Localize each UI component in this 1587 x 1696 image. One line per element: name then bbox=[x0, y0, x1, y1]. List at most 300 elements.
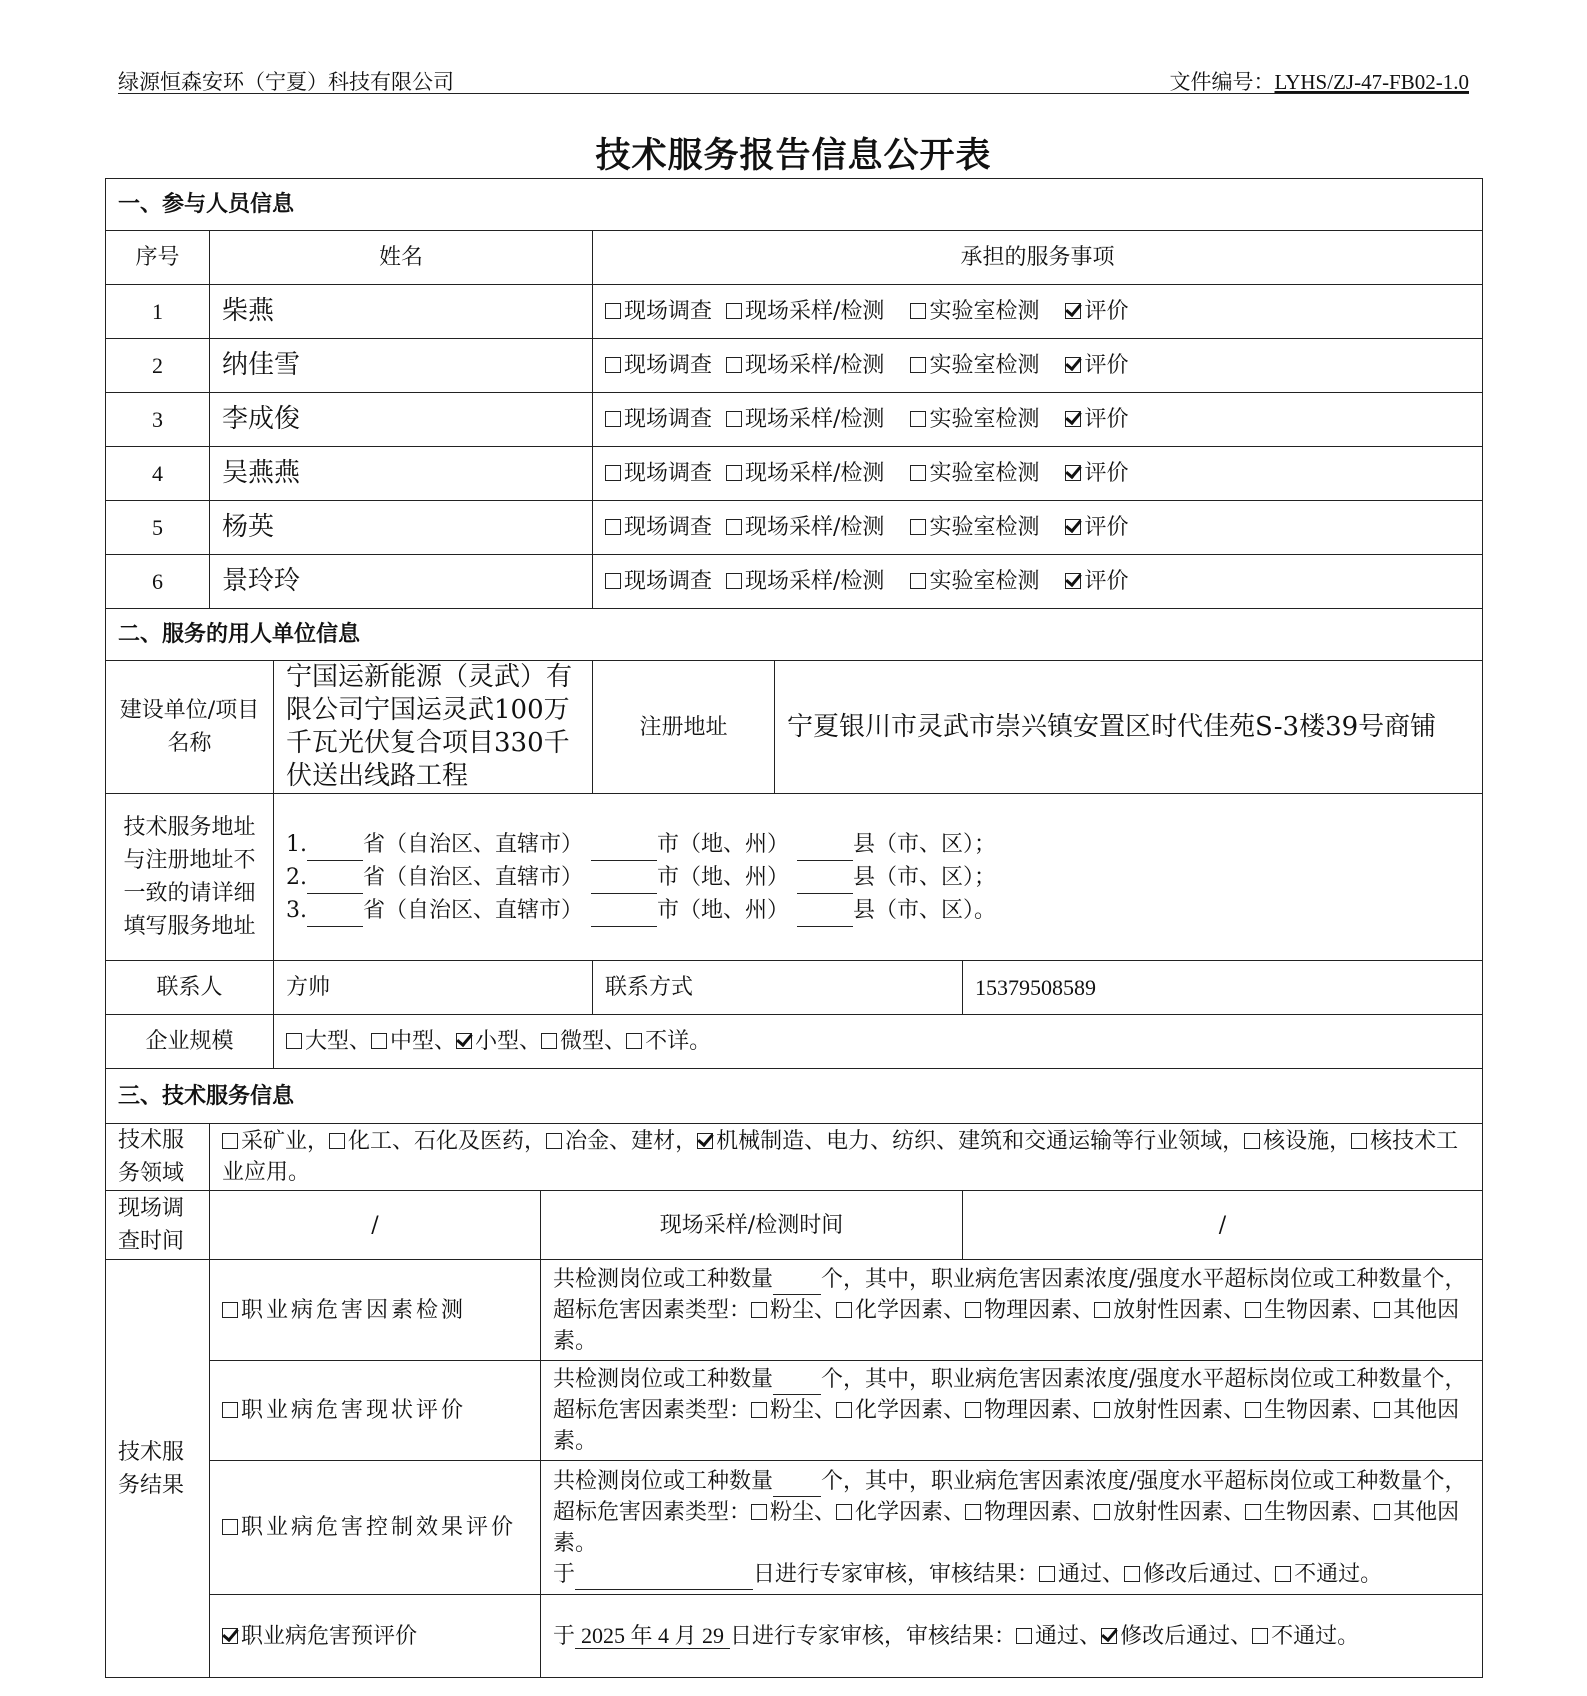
service-option-label: 现场采样/检测 bbox=[745, 461, 885, 486]
person-no: 6 bbox=[106, 555, 210, 609]
result-row bbox=[106, 1595, 1483, 1678]
separator: 、 bbox=[1352, 1297, 1375, 1323]
service-option-label: 现场调查 bbox=[624, 353, 713, 378]
count-blank[interactable] bbox=[773, 1370, 821, 1395]
service-option-label: 现场采样/检测 bbox=[745, 515, 885, 540]
separator: 。 bbox=[288, 1160, 311, 1185]
result-type-option[interactable] bbox=[222, 1398, 466, 1423]
checked-box-icon[interactable] bbox=[456, 1033, 472, 1049]
service-option[interactable] bbox=[910, 353, 1039, 378]
factor-label: 物理因素 bbox=[984, 1398, 1073, 1423]
service-option-label: 评价 bbox=[1084, 407, 1129, 432]
factor-option[interactable] bbox=[836, 1298, 965, 1323]
person-services bbox=[593, 339, 1483, 393]
addr-line bbox=[286, 894, 1470, 927]
col-header-no: 序号 bbox=[106, 231, 210, 285]
empty-box-icon[interactable] bbox=[1351, 1133, 1367, 1149]
col-header-name: 姓名 bbox=[210, 231, 593, 285]
empty-box-icon[interactable] bbox=[546, 1133, 562, 1149]
factor-label: 粉尘 bbox=[770, 1297, 815, 1323]
empty-box-icon[interactable] bbox=[1252, 1628, 1268, 1644]
review-option-label: 不通过 bbox=[1271, 1624, 1338, 1649]
service-option-label: 现场调查 bbox=[624, 407, 713, 432]
province-blank[interactable] bbox=[307, 902, 363, 927]
review-prefix: 于 bbox=[553, 1561, 576, 1587]
empty-box-icon[interactable] bbox=[1245, 1504, 1261, 1520]
service-option-label: 实验室检测 bbox=[929, 515, 1040, 540]
result-row bbox=[106, 1461, 1483, 1595]
county-blank[interactable] bbox=[797, 902, 853, 927]
contact-value: 方帅 bbox=[274, 961, 593, 1015]
service-option[interactable] bbox=[1065, 569, 1128, 594]
empty-box-icon[interactable] bbox=[1374, 1504, 1390, 1520]
result-detail bbox=[541, 1595, 1483, 1678]
scale-option-label: 小型 bbox=[475, 1029, 520, 1054]
empty-box-icon[interactable] bbox=[605, 411, 621, 427]
type-prefix: 个，超标危害因素类型： bbox=[553, 1367, 1467, 1423]
service-option[interactable] bbox=[726, 461, 884, 486]
company-name: 绿源恒森安环（宁夏）科技有限公司 bbox=[118, 70, 454, 94]
count-blank[interactable] bbox=[773, 1472, 821, 1497]
person-row bbox=[106, 447, 1483, 501]
scale-option[interactable] bbox=[456, 1029, 541, 1054]
service-option-label: 实验室检测 bbox=[929, 569, 1040, 594]
separator: 。 bbox=[575, 1530, 598, 1556]
unit-value: 宁国运新能源（灵武）有限公司宁国运灵武100万千瓦光伏复合项目330千伏送出线路工程 bbox=[274, 661, 593, 794]
review-option-label: 修改后通过 bbox=[1120, 1624, 1231, 1649]
city-suffix: 市（地、州） bbox=[657, 897, 790, 923]
service-option[interactable] bbox=[726, 569, 884, 594]
col-header-service: 承担的服务事项 bbox=[593, 231, 1483, 285]
separator: 、 bbox=[1079, 1624, 1102, 1649]
empty-box-icon[interactable] bbox=[605, 573, 621, 589]
separator: 、 bbox=[1072, 1398, 1095, 1423]
separator: ， bbox=[524, 1129, 547, 1154]
result-type-option[interactable] bbox=[222, 1515, 516, 1540]
factor-option[interactable] bbox=[751, 1500, 836, 1525]
empty-box-icon[interactable] bbox=[751, 1402, 767, 1418]
separator: 、 bbox=[1072, 1499, 1095, 1525]
checked-box-icon[interactable] bbox=[1065, 303, 1081, 319]
separator: 、 bbox=[349, 1029, 372, 1054]
service-option[interactable] bbox=[605, 407, 712, 432]
factor-option[interactable] bbox=[965, 1500, 1094, 1525]
separator: 、 bbox=[1223, 1499, 1246, 1525]
separator: 、 bbox=[814, 1499, 837, 1525]
field-options bbox=[210, 1124, 1483, 1191]
service-option-label: 现场采样/检测 bbox=[745, 299, 885, 324]
checked-box-icon[interactable] bbox=[1065, 573, 1081, 589]
service-option[interactable] bbox=[910, 299, 1039, 324]
separator: 。 bbox=[1337, 1624, 1360, 1649]
count-suffix: 个，其中，职业病危害因素浓度/强度水平超标岗位或工种数量 bbox=[821, 1266, 1423, 1292]
factor-label: 其他因素 bbox=[553, 1499, 1460, 1556]
unit-label: 建设单位/项目名称 bbox=[106, 661, 274, 794]
factor-label: 其他因素 bbox=[553, 1398, 1460, 1454]
service-option-label: 评价 bbox=[1084, 515, 1129, 540]
empty-box-icon[interactable] bbox=[726, 303, 742, 319]
empty-box-icon[interactable] bbox=[222, 1402, 238, 1418]
empty-box-icon[interactable] bbox=[1245, 1302, 1261, 1318]
count-prefix: 共检测岗位或工种数量 bbox=[553, 1468, 774, 1494]
scale-option-label: 大型 bbox=[305, 1029, 350, 1054]
survey-time-value: / bbox=[210, 1191, 541, 1260]
factor-label: 粉尘 bbox=[770, 1398, 815, 1423]
field-option[interactable] bbox=[222, 1129, 329, 1154]
factor-option[interactable] bbox=[751, 1398, 836, 1423]
empty-box-icon[interactable] bbox=[371, 1033, 387, 1049]
person-services bbox=[593, 447, 1483, 501]
person-services bbox=[593, 393, 1483, 447]
empty-box-icon[interactable] bbox=[836, 1504, 852, 1520]
factor-label: 化学因素 bbox=[855, 1297, 944, 1323]
result-label: 技术服务结果 bbox=[106, 1260, 210, 1678]
empty-box-icon[interactable] bbox=[605, 465, 621, 481]
person-no: 3 bbox=[106, 393, 210, 447]
service-addr-lines bbox=[274, 794, 1483, 961]
header-divider bbox=[118, 93, 1469, 94]
review-line bbox=[553, 1559, 1470, 1590]
info-table bbox=[105, 178, 1483, 1678]
empty-box-icon[interactable] bbox=[910, 411, 926, 427]
scale-option[interactable] bbox=[541, 1029, 626, 1054]
service-option[interactable] bbox=[726, 407, 884, 432]
factor-label: 物理因素 bbox=[984, 1297, 1073, 1323]
review-option[interactable] bbox=[1275, 1562, 1382, 1587]
scale-option[interactable] bbox=[371, 1029, 456, 1054]
person-services bbox=[593, 285, 1483, 339]
separator: 、 bbox=[943, 1499, 966, 1525]
section3-title: 三、技术服务信息 bbox=[106, 1069, 1483, 1124]
service-option[interactable] bbox=[910, 461, 1039, 486]
empty-box-icon[interactable] bbox=[965, 1302, 981, 1318]
review-line bbox=[553, 1620, 1470, 1652]
empty-box-icon[interactable] bbox=[910, 573, 926, 589]
service-option-label: 评价 bbox=[1084, 299, 1129, 324]
separator: 、 bbox=[1223, 1297, 1246, 1323]
empty-box-icon[interactable] bbox=[965, 1402, 981, 1418]
service-option[interactable] bbox=[910, 407, 1039, 432]
service-option[interactable] bbox=[605, 461, 712, 486]
contact-label: 联系人 bbox=[106, 961, 274, 1015]
separator: 、 bbox=[434, 1029, 457, 1054]
factor-option[interactable] bbox=[1094, 1398, 1245, 1423]
result-type-label: 职业病危害因素检测 bbox=[241, 1297, 467, 1323]
city-blank[interactable] bbox=[591, 836, 657, 861]
empty-box-icon[interactable] bbox=[726, 411, 742, 427]
addr-prefix: 3. bbox=[286, 897, 307, 923]
person-no: 2 bbox=[106, 339, 210, 393]
field-option-label: 采矿业 bbox=[241, 1129, 308, 1154]
empty-box-icon[interactable] bbox=[1275, 1566, 1291, 1582]
review-option[interactable] bbox=[1016, 1624, 1101, 1649]
empty-box-icon[interactable] bbox=[1039, 1566, 1055, 1582]
field-option[interactable] bbox=[1244, 1129, 1351, 1154]
addr-prefix: 2. bbox=[286, 864, 307, 890]
review-suffix: 日进行专家审核，审核结果： bbox=[753, 1561, 1040, 1587]
field-option-label: 核设施 bbox=[1263, 1129, 1330, 1154]
empty-box-icon[interactable] bbox=[222, 1519, 238, 1535]
count-prefix: 共检测岗位或工种数量 bbox=[553, 1266, 774, 1292]
separator: 、 bbox=[1230, 1624, 1253, 1649]
separator: 。 bbox=[575, 1429, 598, 1454]
count-suffix: 个，其中，职业病危害因素浓度/强度水平超标岗位或工种数量 bbox=[821, 1468, 1423, 1494]
province-suffix: 省（自治区、直辖市） bbox=[363, 897, 584, 923]
sampling-time-value: / bbox=[963, 1191, 1483, 1260]
empty-box-icon[interactable] bbox=[726, 465, 742, 481]
review-option[interactable] bbox=[1039, 1562, 1124, 1587]
person-name: 纳佳雪 bbox=[210, 339, 593, 393]
service-option[interactable] bbox=[1065, 461, 1128, 486]
province-suffix: 省（自治区、直辖市） bbox=[363, 831, 584, 857]
section1-title: 一、参与人员信息 bbox=[106, 179, 1483, 231]
empty-box-icon[interactable] bbox=[726, 573, 742, 589]
field-option[interactable] bbox=[546, 1129, 697, 1154]
separator: 、 bbox=[1223, 1398, 1246, 1423]
service-option[interactable] bbox=[1065, 299, 1128, 324]
service-option[interactable] bbox=[605, 569, 712, 594]
empty-box-icon[interactable] bbox=[910, 303, 926, 319]
separator: 。 bbox=[689, 1029, 712, 1054]
separator: 、 bbox=[1102, 1561, 1125, 1587]
empty-box-icon[interactable] bbox=[329, 1133, 345, 1149]
person-name: 李成俊 bbox=[210, 393, 593, 447]
factor-label: 生物因素 bbox=[1264, 1398, 1353, 1423]
person-row bbox=[106, 501, 1483, 555]
empty-box-icon[interactable] bbox=[605, 303, 621, 319]
service-option[interactable] bbox=[1065, 515, 1128, 540]
empty-box-icon[interactable] bbox=[1094, 1504, 1110, 1520]
factor-option[interactable] bbox=[965, 1298, 1094, 1323]
factor-label: 放射性因素 bbox=[1113, 1297, 1224, 1323]
review-option-label: 通过 bbox=[1058, 1561, 1103, 1587]
review-option-label: 修改后通过 bbox=[1143, 1561, 1254, 1587]
result-type-label: 职业病危害现状评价 bbox=[241, 1398, 467, 1423]
scale-options bbox=[274, 1015, 1483, 1069]
empty-box-icon[interactable] bbox=[1094, 1302, 1110, 1318]
separator: ， bbox=[1222, 1129, 1245, 1154]
separator: 、 bbox=[604, 1029, 627, 1054]
empty-box-icon[interactable] bbox=[1245, 1402, 1261, 1418]
scale-option-label: 不详 bbox=[645, 1029, 690, 1054]
empty-box-icon[interactable] bbox=[222, 1302, 238, 1318]
city-blank[interactable] bbox=[591, 869, 657, 894]
checked-box-icon[interactable] bbox=[1065, 465, 1081, 481]
review-date-blank[interactable] bbox=[575, 1565, 753, 1590]
survey-time-label: 现场调查时间 bbox=[106, 1191, 210, 1260]
count-suffix: 个，其中，职业病危害因素浓度/强度水平超标岗位或工种数量 bbox=[821, 1367, 1423, 1392]
empty-box-icon[interactable] bbox=[1374, 1302, 1390, 1318]
service-option-label: 现场调查 bbox=[624, 299, 713, 324]
empty-box-icon[interactable] bbox=[1374, 1402, 1390, 1418]
result-type-label: 职业病危害预评价 bbox=[241, 1623, 418, 1649]
checked-box-icon[interactable] bbox=[222, 1628, 238, 1644]
factor-option[interactable] bbox=[1245, 1298, 1374, 1323]
empty-box-icon[interactable] bbox=[541, 1033, 557, 1049]
result-type bbox=[210, 1260, 541, 1361]
person-row bbox=[106, 555, 1483, 609]
empty-box-icon[interactable] bbox=[286, 1033, 302, 1049]
city-blank[interactable] bbox=[591, 902, 657, 927]
factor-option[interactable] bbox=[836, 1398, 965, 1423]
empty-box-icon[interactable] bbox=[836, 1402, 852, 1418]
separator: 、 bbox=[519, 1029, 542, 1054]
separator: 。 bbox=[575, 1328, 598, 1354]
separator: 、 bbox=[814, 1398, 837, 1423]
scale-option[interactable] bbox=[286, 1029, 371, 1054]
service-option[interactable] bbox=[910, 569, 1039, 594]
empty-box-icon[interactable] bbox=[910, 357, 926, 373]
service-option-label: 实验室检测 bbox=[929, 461, 1040, 486]
person-name: 景玲玲 bbox=[210, 555, 593, 609]
factor-option[interactable] bbox=[836, 1500, 965, 1525]
scale-option-label: 中型 bbox=[390, 1029, 435, 1054]
factor-label: 生物因素 bbox=[1264, 1499, 1353, 1525]
empty-box-icon[interactable] bbox=[222, 1133, 238, 1149]
service-option[interactable] bbox=[910, 515, 1039, 540]
city-suffix: 市（地、州） bbox=[657, 831, 790, 857]
person-name: 吴燕燕 bbox=[210, 447, 593, 501]
empty-box-icon[interactable] bbox=[605, 357, 621, 373]
result-type-option[interactable] bbox=[222, 1624, 417, 1649]
review-option-label: 通过 bbox=[1035, 1624, 1080, 1649]
type-prefix: 个，超标危害因素类型： bbox=[553, 1468, 1467, 1525]
document-number bbox=[1170, 66, 1470, 96]
factor-label: 化学因素 bbox=[855, 1398, 944, 1423]
factor-option[interactable] bbox=[965, 1398, 1094, 1423]
scale-label: 企业规模 bbox=[106, 1015, 274, 1069]
person-name: 柴燕 bbox=[210, 285, 593, 339]
service-option-label: 现场采样/检测 bbox=[745, 569, 885, 594]
service-option-label: 现场调查 bbox=[624, 461, 713, 486]
county-suffix: 县（市、区）。 bbox=[853, 897, 997, 923]
field-option-label: 化工、石化及医药 bbox=[348, 1129, 525, 1154]
count-blank[interactable] bbox=[773, 1270, 821, 1295]
service-option-label: 实验室检测 bbox=[929, 407, 1040, 432]
service-option[interactable] bbox=[1065, 353, 1128, 378]
separator: 。 bbox=[1360, 1561, 1383, 1587]
factor-option[interactable] bbox=[1094, 1298, 1245, 1323]
empty-box-icon[interactable] bbox=[910, 465, 926, 481]
service-option[interactable] bbox=[1065, 407, 1128, 432]
county-blank[interactable] bbox=[797, 869, 853, 894]
empty-box-icon[interactable] bbox=[726, 357, 742, 373]
person-no: 4 bbox=[106, 447, 210, 501]
result-row bbox=[106, 1260, 1483, 1361]
empty-box-icon[interactable] bbox=[1016, 1628, 1032, 1644]
review-option[interactable] bbox=[1101, 1624, 1252, 1649]
empty-box-icon[interactable] bbox=[965, 1504, 981, 1520]
factor-option[interactable] bbox=[751, 1298, 836, 1323]
field-option-label: 机械制造、电力、纺织、建筑和交通运输等行业领域 bbox=[716, 1129, 1223, 1154]
person-row bbox=[106, 285, 1483, 339]
checked-box-icon[interactable] bbox=[1065, 357, 1081, 373]
result-type-option[interactable] bbox=[222, 1298, 466, 1323]
person-name: 杨英 bbox=[210, 501, 593, 555]
factor-label: 其他因素 bbox=[553, 1297, 1460, 1354]
person-row bbox=[106, 339, 1483, 393]
review-date[interactable]: 2025 年 4 月 29 bbox=[575, 1623, 730, 1649]
separator: 、 bbox=[1072, 1297, 1095, 1323]
result-type bbox=[210, 1361, 541, 1461]
scale-option-label: 微型 bbox=[560, 1029, 605, 1054]
service-option-label: 评价 bbox=[1084, 569, 1129, 594]
service-option[interactable] bbox=[726, 299, 884, 324]
factor-label: 粉尘 bbox=[770, 1499, 815, 1525]
empty-box-icon[interactable] bbox=[751, 1302, 767, 1318]
scale-option[interactable] bbox=[626, 1029, 711, 1054]
result-detail bbox=[541, 1361, 1483, 1461]
empty-box-icon[interactable] bbox=[836, 1302, 852, 1318]
province-blank[interactable] bbox=[307, 869, 363, 894]
empty-box-icon[interactable] bbox=[1094, 1402, 1110, 1418]
county-blank[interactable] bbox=[797, 836, 853, 861]
person-services bbox=[593, 555, 1483, 609]
province-suffix: 省（自治区、直辖市） bbox=[363, 864, 584, 890]
field-option-label: 核技术工业应用 bbox=[222, 1129, 1459, 1185]
factor-label: 放射性因素 bbox=[1113, 1398, 1224, 1423]
separator: 、 bbox=[814, 1297, 837, 1323]
service-option-label: 评价 bbox=[1084, 461, 1129, 486]
service-option-label: 现场采样/检测 bbox=[745, 353, 885, 378]
doc-no-value: LYHS/ZJ-47-FB02-1.0 bbox=[1274, 70, 1469, 94]
person-services bbox=[593, 501, 1483, 555]
empty-box-icon[interactable] bbox=[1124, 1566, 1140, 1582]
doc-no-label: 文件编号： bbox=[1169, 70, 1275, 94]
empty-box-icon[interactable] bbox=[910, 519, 926, 535]
province-blank[interactable] bbox=[307, 836, 363, 861]
result-row bbox=[106, 1361, 1483, 1461]
empty-box-icon[interactable] bbox=[751, 1504, 767, 1520]
checked-box-icon[interactable] bbox=[1065, 411, 1081, 427]
review-prefix: 于 bbox=[553, 1624, 576, 1649]
field-option[interactable] bbox=[697, 1129, 1244, 1154]
checked-box-icon[interactable] bbox=[697, 1133, 713, 1149]
empty-box-icon[interactable] bbox=[605, 519, 621, 535]
review-suffix: 日进行专家审核，审核结果： bbox=[730, 1624, 1017, 1649]
service-option[interactable] bbox=[726, 515, 884, 540]
service-option[interactable] bbox=[605, 299, 712, 324]
service-option[interactable] bbox=[605, 353, 712, 378]
city-suffix: 市（地、州） bbox=[657, 864, 790, 890]
factor-label: 化学因素 bbox=[855, 1499, 944, 1525]
field-option[interactable] bbox=[329, 1129, 546, 1154]
service-option-label: 实验室检测 bbox=[929, 353, 1040, 378]
result-type bbox=[210, 1595, 541, 1678]
empty-box-icon[interactable] bbox=[1244, 1133, 1260, 1149]
factor-option[interactable] bbox=[1094, 1500, 1245, 1525]
empty-box-icon[interactable] bbox=[726, 519, 742, 535]
addr-line bbox=[286, 828, 1470, 861]
reg-addr-label: 注册地址 bbox=[593, 661, 775, 794]
county-suffix: 县（市、区）； bbox=[853, 831, 997, 857]
factor-option[interactable] bbox=[1245, 1398, 1374, 1423]
service-option[interactable] bbox=[605, 515, 712, 540]
separator: 、 bbox=[1253, 1561, 1276, 1587]
empty-box-icon[interactable] bbox=[626, 1033, 642, 1049]
service-addr-label: 技术服务地址与注册地址不一致的请详细填写服务地址 bbox=[106, 794, 274, 961]
factor-option[interactable] bbox=[1245, 1500, 1374, 1525]
checked-box-icon[interactable] bbox=[1065, 519, 1081, 535]
review-option[interactable] bbox=[1252, 1624, 1359, 1649]
checked-box-icon[interactable] bbox=[1101, 1628, 1117, 1644]
person-row bbox=[106, 393, 1483, 447]
service-option[interactable] bbox=[726, 353, 884, 378]
result-type-label: 职业病危害控制效果评价 bbox=[241, 1515, 517, 1540]
result-detail bbox=[541, 1260, 1483, 1361]
review-option[interactable] bbox=[1124, 1562, 1275, 1587]
separator: 、 bbox=[1352, 1499, 1375, 1525]
